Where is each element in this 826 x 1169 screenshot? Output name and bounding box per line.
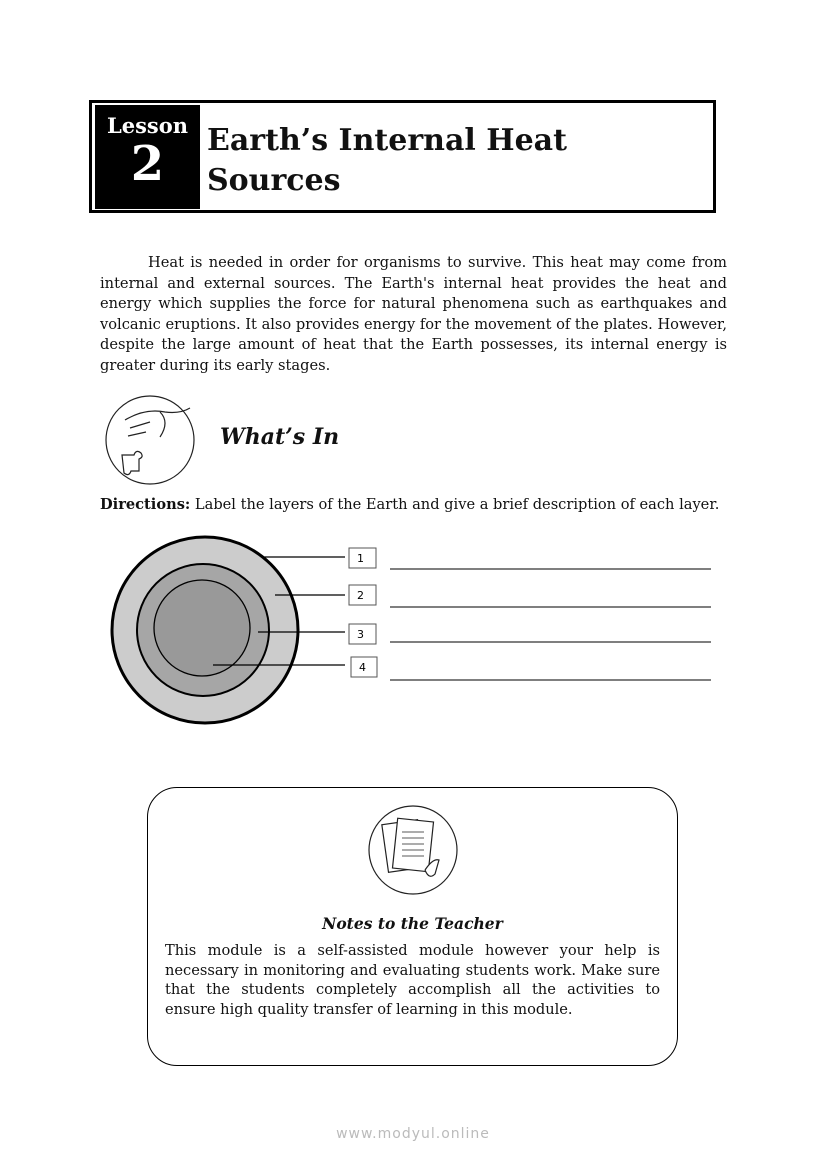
- notes-box: [147, 787, 678, 1066]
- earth-layers-diagram: [112, 537, 711, 723]
- notes-title: Notes to the Teacher: [322, 914, 503, 933]
- earth-inner-layer: [154, 580, 250, 676]
- layer-label-2: 2: [357, 589, 364, 602]
- title-line-2: Sources: [207, 163, 341, 198]
- layer-label-4: 4: [359, 661, 366, 674]
- title-line-1: Earth’s Internal Heat: [207, 123, 567, 158]
- hand-puzzle-icon: [106, 396, 194, 484]
- directions-text: Label the layers of the Earth and give a brief description of each layer.: [190, 496, 720, 513]
- answer-lines[interactable]: [390, 569, 711, 680]
- layer-label-3: 3: [357, 628, 364, 641]
- lesson-number: 2: [130, 136, 165, 192]
- section-title: What’s In: [220, 424, 340, 450]
- notes-text: This module is a self-assisted module however your help is necessary in monitoring and evaluating students work. Make sure that the students completely accomplish all the activities to ensure high quality transfer of learning in this module.: [165, 942, 660, 1018]
- watermark: www.modyul.online: [336, 1126, 490, 1142]
- lesson-label: Lesson: [106, 113, 189, 138]
- directions-label: Directions:: [100, 496, 191, 513]
- directions: [100, 496, 719, 513]
- intro-text: Heat is needed in order for organisms to survive. This heat may come from internal and external sources. The Earth's internal heat provides the heat and energy which supplies the force for natural phenomena such as earthquakes and volcanic eruptions. It also provides energy for the movement of the plates. However, despite the large amount of heat that the Earth possesses, its internal energy is greater during its early stages.: [100, 254, 727, 374]
- layer-label-1: 1: [357, 552, 364, 565]
